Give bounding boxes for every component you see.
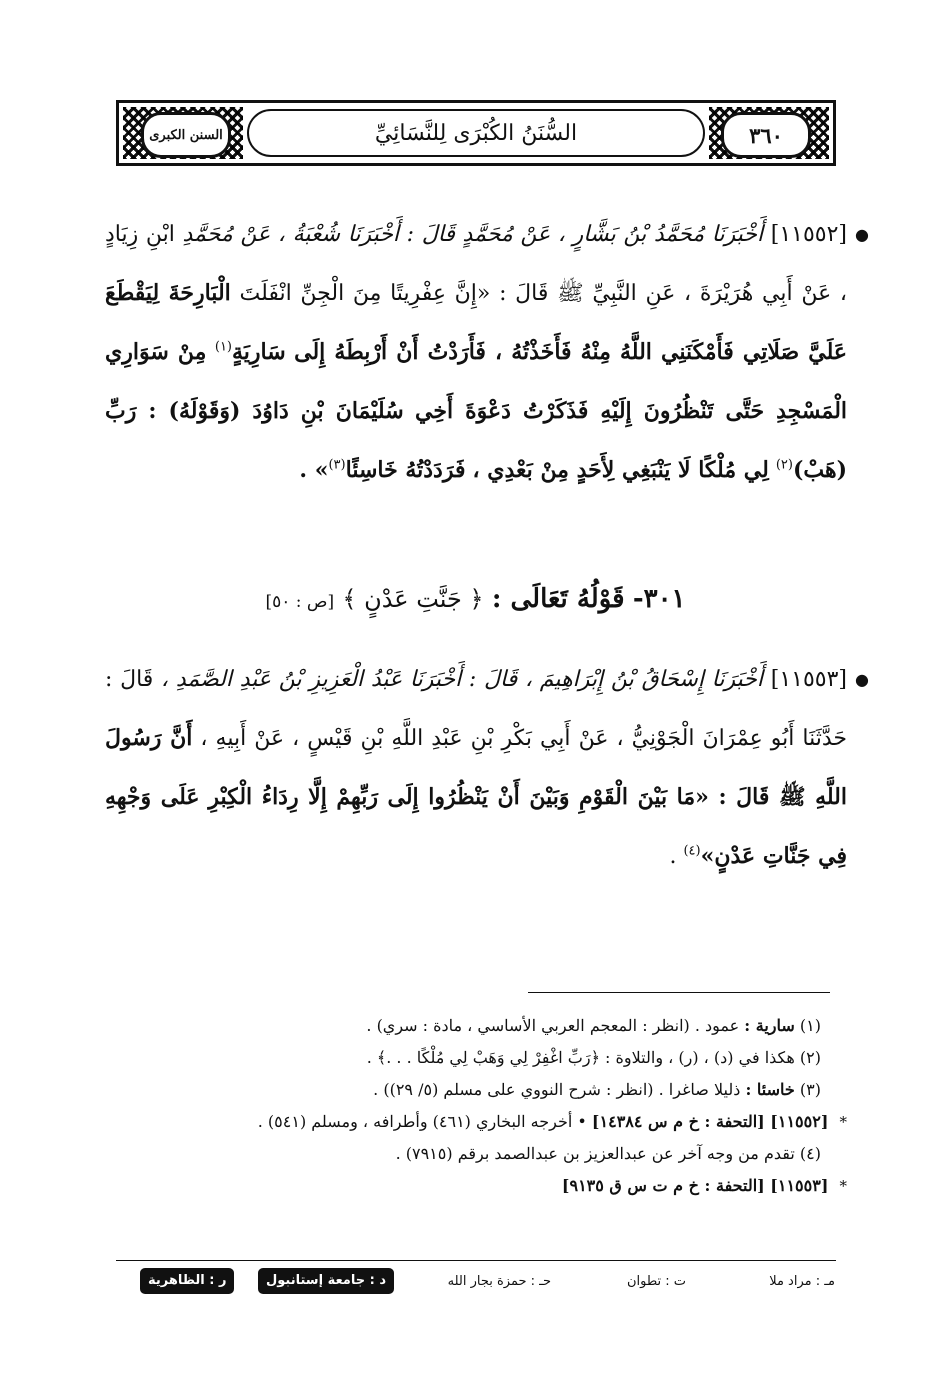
star-icon: * <box>839 1177 847 1195</box>
meta-divider <box>116 1260 836 1261</box>
takhrij-11552 <box>105 1106 847 1138</box>
manuscript-d-badge: د : جامعة إستانبول <box>258 1268 394 1294</box>
hadith-text-line: فَرَدَدْتُهُ خَاسِئًا <box>345 457 466 483</box>
hadith-text-line: مِنْ سَوَارِي الْمَسْجِدِ حَتَّى تَنْظُرُونَ إِلَيْهِ فَذَكَرْتُ دَعْوَةَ أَخِي <box>105 339 848 424</box>
hadith-text-line: الْبَارِحَةَ لِيَقْطَعَ عَلَيَّ صَلَاتِي فَأَمْكَنَنِي اللَّهُ مِنْهُ فَأَخَذْتُهُ ، فَأَرَدْتُ أَنْ أَرْبِطَهُ إِلَى <box>105 280 847 365</box>
hadith-text-line: قَالَ : حَدَّثَنَا أَبُو عِمْرَانَ الْجَوْنِيُّ ، عَنْ أَبِي بَكْرِ بْنِ عَبْدِ اللَّهِ بْنِ قَيْسٍ ، عَنْ أَبِيهِ ، <box>105 667 847 751</box>
footnote-term: خاسئا : <box>745 1080 795 1099</box>
hadith-text-line: عَلَى وَجْهِهِ فِي جَنَّاتِ عَدْنٍ» <box>105 784 847 869</box>
footnote-text: هكذا في (د) ، (ر) ، والتلاوة : ﴿رَبِّ اغْفِرْ لِي وَهَبْ لِي مُلْكًا . . .﴾ . <box>366 1048 795 1067</box>
page-number-medallion <box>721 112 811 158</box>
hadith-number: [١١٥٥٣] <box>770 667 847 692</box>
footnote-divider <box>528 992 830 993</box>
footnote-mark: (٣) <box>328 457 346 473</box>
footnote-text: تقدم من وجه آخر عن عبدالعزيز بن عبدالصمد برقم (٧٩١٥) . <box>395 1144 795 1163</box>
manuscript-r-badge: ر : الظاهرية <box>140 1268 234 1294</box>
logo-text: السنن الكبرى <box>149 127 223 143</box>
hadith-text-line: لِي مُلْكًا لَا يَنْبَغِي لِأَحَدٍ مِنْ بَعْدِي ، <box>472 457 769 483</box>
footnote-4 <box>105 1138 847 1170</box>
manuscript-m: مـ : مراد ملا <box>769 1274 835 1289</box>
book-logo <box>141 112 231 158</box>
hadith-end: » . <box>299 457 329 483</box>
hadith-text-line: أَخْبَرَنَا مُحَمَّدُ بْنُ بَشَّارٍ ، عَنْ مُحَمَّدٍ قَالَ : أَخْبَرَنَا شُعْبَةُ ، عَنْ مُحَمَّدِ <box>182 222 764 247</box>
takhrij-text: • أخرجه البخاري (٤٦١) وأطرافه ، ومسلم (٥٤١) . <box>257 1112 587 1131</box>
footnote-mark: (٢) <box>775 457 793 473</box>
hadith-text-line: أَخْبَرَنَا إِسْحَاقُ بْنُ إِبْرَاهِيمَ ، قَالَ : أَخْبَرَنَا عَبْدُ الْعَزِيزِ بْنُ عَبْدِ الصَّمَدِ ، <box>161 667 763 692</box>
footnote-1 <box>105 1010 847 1042</box>
book-title: السُّنَنُ الكُبْرَى لِلنَّسَائِيِّ <box>374 120 578 146</box>
bullet-icon: ● <box>855 225 869 244</box>
footnote-text: ذليلا صاغرا . (انظر : شرح النووي على مسلم (٥/ ٢٩)) . <box>373 1080 741 1099</box>
hadith-text-line: ابْنِ زِيَادٍ ، عَنْ أَبِي هُرَيْرَةَ ، عَنِ النَّبِيِّ ﷺ قَالَ : «إِنَّ عِفْرِيتًا مِنَ الْجِنِّ انْفَلَتَ <box>105 222 847 306</box>
section-ayah: ﴿ جَنَّتِ عَدْنٍ ﴾ <box>342 585 484 613</box>
footnote-number: (١) <box>799 1016 821 1035</box>
page-number: ٣٦٠ <box>749 122 783 148</box>
star-icon: * <box>839 1113 847 1131</box>
footnote-3 <box>105 1074 847 1106</box>
footnote-mark: (١) <box>214 339 232 355</box>
manuscript-h: حـ : حمزة بجار الله <box>447 1274 551 1289</box>
section-number: ٣٠١- <box>632 584 686 614</box>
tuhfa-reference: [١١٥٥٣] [التحفة : خ م ت س ق ٩١٣٥] <box>561 1176 829 1195</box>
footnote-mark: (٤) <box>683 843 701 859</box>
footnote-text: عمود . (انظر : المعجم العربي الأساسي ، مادة : سري) . <box>366 1016 740 1035</box>
page-header <box>116 100 836 166</box>
hadith-text-line: سَارِيَةٍ <box>232 339 286 365</box>
hadith-text-line: سُلَيْمَانَ بْنِ دَاوُدَ (وَقَوْلَهُ) : رَبِّ (هَبْ) <box>105 398 847 483</box>
footnotes <box>105 1010 847 1202</box>
section-heading <box>104 584 847 628</box>
section-reference: [ص : ٥٠] <box>265 592 335 612</box>
hadith-11552 <box>105 205 869 500</box>
footnote-2 <box>105 1042 847 1074</box>
footnote-number: (٤) <box>799 1144 821 1163</box>
manuscript-t: ت : تطوان <box>626 1274 686 1289</box>
footnote-number: (٣) <box>799 1080 821 1099</box>
hadith-number: [١١٥٥٢] <box>770 222 847 247</box>
footnote-number: (٢) <box>799 1048 821 1067</box>
takhrij-11553 <box>105 1170 847 1202</box>
tuhfa-reference: [١١٥٥٢] [التحفة : خ م س ١٤٣٨٤] <box>591 1112 829 1131</box>
hadith-text-line: أَنَّ رَسُولَ اللَّهِ ﷺ قَالَ : «مَا بَيْنَ الْقَوْمِ وَبَيْنَ أَنْ يَنْظُرُوا إِلَى رَبِّهِمْ إِلَّا رِدَاءُ الْكِبْرِ <box>105 725 847 810</box>
running-title-cartouche <box>247 109 705 157</box>
section-title: قَوْلُهُ تَعَالَى : <box>491 584 625 614</box>
footnote-term: سارية : <box>744 1016 795 1035</box>
hadith-11553 <box>105 650 869 886</box>
bullet-icon: ● <box>855 670 869 689</box>
hadith-end: . <box>669 844 677 869</box>
